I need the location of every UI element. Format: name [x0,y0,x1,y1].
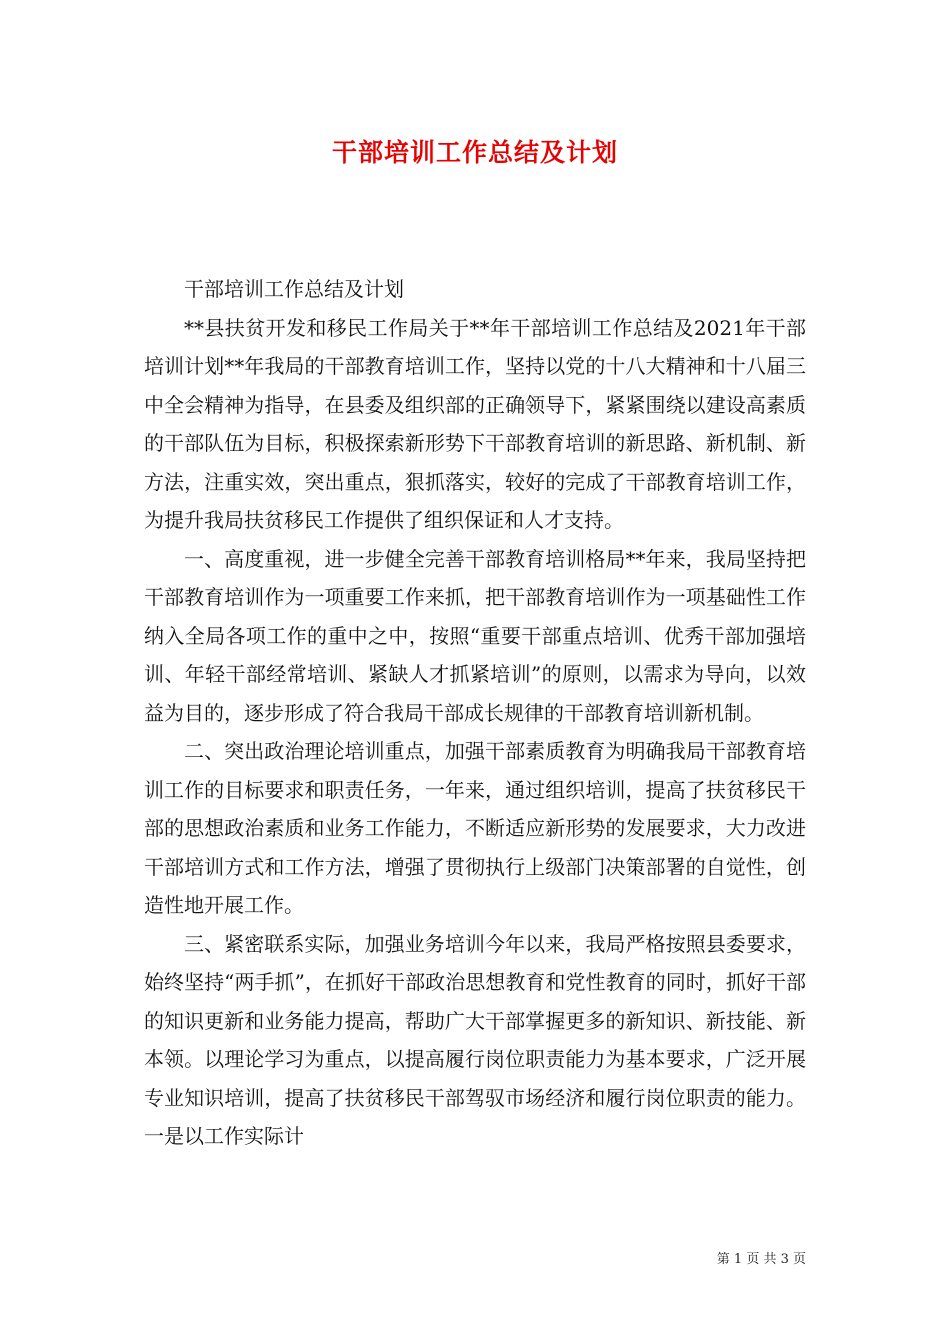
section-two-paragraph: 二、突出政治理论培训重点，加强干部素质教育为明确我局干部教育培训工作的目标要求和职责任务，一年来，通过组织培训，提高了扶贫移民干部的思想政治素质和业务工作能力，不断适应新形势的发展要求，大力改进干部培训方式和工作方法，增强了贯彻执行上级部门决策部署的自觉性，创造性地开展工作。 [144,739,806,917]
document-body [144,270,806,1156]
subtitle-paragraph: 干部培训工作总结及计划 [184,277,404,301]
intro-paragraph: **县扶贫开发和移民工作局关于**年干部培训工作总结及2021年干部培训计划**年我局的干部教育培训工作，坚持以党的十八大精神和十八届三中全会精神为指导，在县委及组织部的正确领导下，紧紧围绕以建设高素质的干部队伍为目标，积极探索新形势下干部教育培训的新思路、新机制、新方法，注重实效，突出重点，狠抓落实，较好的完成了干部教育培训工作，为提升我局扶贫移民工作提供了组织保证和人才支持。 [144,315,806,532]
section-three-paragraph: 三、紧密联系实际，加强业务培训今年以来，我局严格按照县委要求，始终坚持“两手抓”，在抓好干部政治思想教育和党性教育的同时，抓好干部的知识更新和业务能力提高，帮助广大干部掌握更多的新知识、新技能、新本领。以理论学习为重点，以提高履行岗位职责能力为基本要求，广泛开展专业知识培训，提高了扶贫移民干部驾驭市场经济和履行岗位职责的能力。一是以工作实际计 [144,931,806,1148]
page-number: 第 1 页 共 3 页 [716,1252,806,1267]
section-one-paragraph: 一、高度重视，进一步健全完善干部教育培训格局**年来，我局坚持把干部教育培训作为一项重要工作来抓，把干部教育培训作为一项基础性工作纳入全局各项工作的重中之中，按照“重要干部重点培训、优秀干部加强培训、年轻干部经常培训、紧缺人才抓紧培训”的原则，以需求为导向，以效益为目的，逐步形成了符合我局干部成长规律的干部教育培训新机制。 [144,546,806,725]
document-title: 干部培训工作总结及计划 [331,138,618,167]
